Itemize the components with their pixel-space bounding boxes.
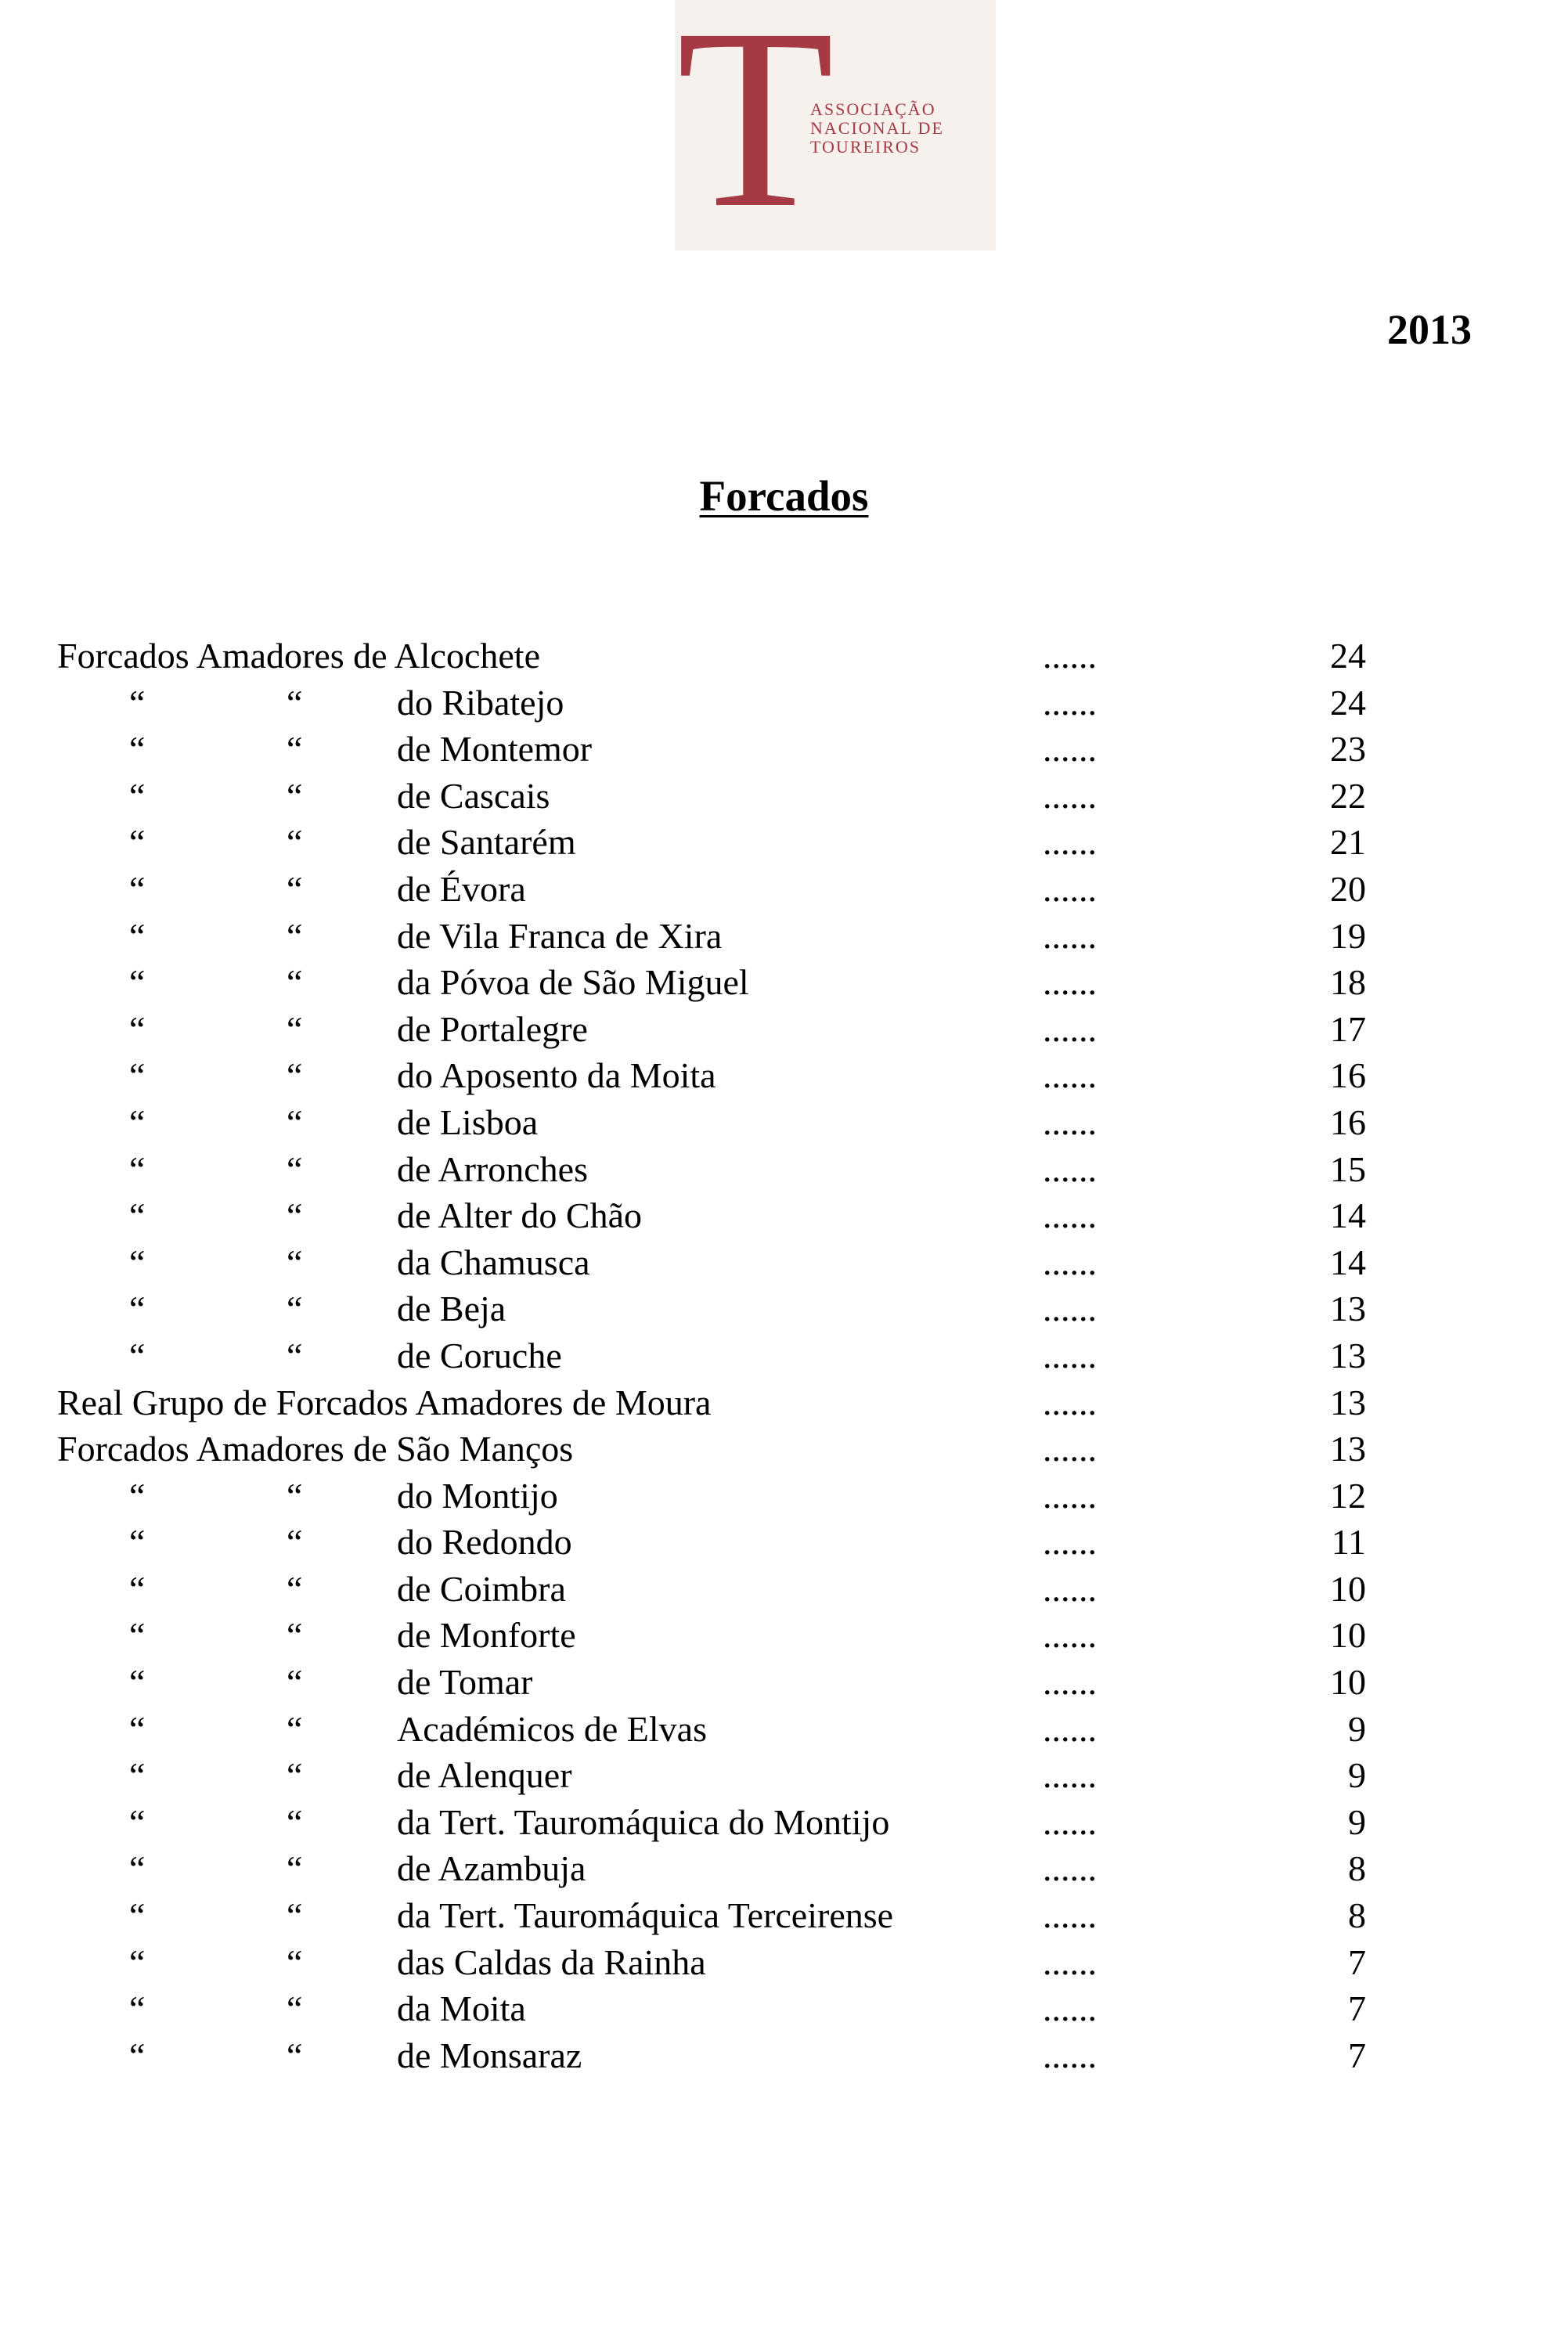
ditto-mark: “	[129, 1568, 146, 1609]
corrida-count: 19	[1330, 915, 1366, 956]
forcados-ranking-list	[0, 633, 1568, 2078]
corrida-count: 14	[1330, 1242, 1366, 1282]
group-name: Forcados Amadores de Alcochete	[57, 636, 540, 676]
corrida-count: 22	[1330, 775, 1366, 816]
logo-line-1: ASSOCIAÇÃO	[810, 99, 936, 119]
ditto-mark: “	[287, 775, 303, 816]
corrida-count: 7	[1348, 2035, 1366, 2075]
ditto-mark: “	[129, 1475, 146, 1516]
leader-dots: ......	[1043, 1615, 1097, 1656]
ditto-mark: “	[287, 1289, 303, 1329]
corrida-count: 13	[1330, 1429, 1366, 1469]
group-name-suffix: de Évora	[397, 868, 526, 909]
list-item	[0, 913, 1568, 960]
leader-dots: ......	[1043, 962, 1097, 1003]
leader-dots: ......	[1043, 1988, 1097, 2029]
ditto-mark: “	[129, 2035, 146, 2075]
list-item	[0, 1006, 1568, 1053]
ditto-mark: “	[129, 1988, 146, 2029]
ditto-mark: “	[129, 1708, 146, 1749]
ditto-mark: “	[129, 1101, 146, 1142]
ditto-mark: “	[129, 775, 146, 816]
corrida-count: 14	[1330, 1195, 1366, 1236]
leader-dots: ......	[1043, 1848, 1097, 1889]
corrida-count: 23	[1330, 729, 1366, 770]
leader-dots: ......	[1043, 1195, 1097, 1236]
ditto-mark: “	[287, 1848, 303, 1889]
ditto-mark: “	[129, 822, 146, 863]
corrida-count: 13	[1330, 1382, 1366, 1422]
corrida-count: 10	[1330, 1662, 1366, 1703]
leader-dots: ......	[1043, 1429, 1097, 1469]
corrida-count: 21	[1330, 822, 1366, 863]
group-name-suffix: Académicos de Elvas	[397, 1708, 707, 1749]
group-name-suffix: do Montijo	[397, 1475, 558, 1516]
corrida-count: 13	[1330, 1289, 1366, 1329]
list-item	[0, 959, 1568, 1006]
leader-dots: ......	[1043, 1101, 1097, 1142]
corrida-count: 12	[1330, 1475, 1366, 1516]
leader-dots: ......	[1043, 822, 1097, 863]
leader-dots: ......	[1043, 1755, 1097, 1796]
group-name-suffix: da Tert. Tauromáquica do Montijo	[397, 1801, 890, 1842]
year-heading: 2013	[1387, 306, 1472, 353]
ditto-mark: “	[129, 1895, 146, 1936]
group-name: Real Grupo de Forcados Amadores de Moura	[57, 1382, 712, 1422]
leader-dots: ......	[1043, 1801, 1097, 1842]
leader-dots: ......	[1043, 1148, 1097, 1189]
group-name-suffix: do Ribatejo	[397, 682, 564, 723]
corrida-count: 16	[1330, 1101, 1366, 1142]
ditto-mark: “	[129, 915, 146, 956]
corrida-count: 8	[1348, 1895, 1366, 1936]
ditto-mark: “	[129, 1008, 146, 1049]
ditto-mark: “	[129, 868, 146, 909]
ditto-mark: “	[129, 1615, 146, 1656]
ditto-mark: “	[287, 729, 303, 770]
list-item	[0, 1146, 1568, 1193]
group-name-suffix: de Montemor	[397, 729, 593, 770]
leader-dots: ......	[1043, 729, 1097, 770]
leader-dots: ......	[1043, 1289, 1097, 1329]
list-item	[0, 819, 1568, 866]
corrida-count: 18	[1330, 962, 1366, 1003]
association-logo	[675, 0, 996, 251]
ditto-mark: “	[129, 1848, 146, 1889]
leader-dots: ......	[1043, 1941, 1097, 1982]
group-name-suffix: da Tert. Tauromáquica Terceirense	[397, 1895, 894, 1936]
list-item	[0, 633, 1568, 680]
list-item	[0, 1845, 1568, 1892]
ditto-mark: “	[287, 1101, 303, 1142]
ditto-mark: “	[287, 1662, 303, 1703]
group-name-suffix: de Santarém	[397, 822, 576, 863]
list-item	[0, 1052, 1568, 1099]
list-item	[0, 773, 1568, 820]
group-name-suffix: de Cascais	[397, 775, 550, 816]
corrida-count: 15	[1330, 1148, 1366, 1189]
group-name-suffix: de Lisboa	[397, 1101, 539, 1142]
list-item	[0, 1192, 1568, 1239]
leader-dots: ......	[1043, 1242, 1097, 1282]
ditto-mark: “	[129, 1941, 146, 1982]
ditto-mark: “	[287, 1008, 303, 1049]
group-name-suffix: da Moita	[397, 1988, 526, 2029]
group-name-suffix: de Monforte	[397, 1615, 576, 1656]
corrida-count: 9	[1348, 1708, 1366, 1749]
list-item	[0, 1799, 1568, 1846]
leader-dots: ......	[1043, 1055, 1097, 1096]
ditto-mark: “	[129, 1522, 146, 1563]
ditto-mark: “	[287, 1895, 303, 1936]
ditto-mark: “	[129, 1055, 146, 1096]
leader-dots: ......	[1043, 915, 1097, 956]
corrida-count: 7	[1348, 1941, 1366, 1982]
list-item	[0, 680, 1568, 726]
ditto-mark: “	[287, 822, 303, 863]
logo-line-3: TOUREIROS	[810, 137, 921, 157]
ditto-mark: “	[287, 868, 303, 909]
ditto-mark: “	[129, 1148, 146, 1189]
list-item	[0, 1519, 1568, 1566]
group-name-suffix: de Coimbra	[397, 1568, 566, 1609]
group-name-suffix: de Alter do Chão	[397, 1195, 642, 1236]
leader-dots: ......	[1043, 1895, 1097, 1936]
list-item	[0, 1285, 1568, 1332]
ditto-mark: “	[287, 1335, 303, 1375]
group-name-suffix: das Caldas da Rainha	[397, 1941, 706, 1982]
ditto-mark: “	[287, 1475, 303, 1516]
logo-line-2: NACIONAL DE	[810, 118, 944, 138]
list-item	[0, 1426, 1568, 1473]
leader-dots: ......	[1043, 1475, 1097, 1516]
list-item	[0, 1752, 1568, 1799]
ditto-mark: “	[129, 729, 146, 770]
ditto-mark: “	[287, 962, 303, 1003]
leader-dots: ......	[1043, 682, 1097, 723]
list-item	[0, 1566, 1568, 1613]
corrida-count: 24	[1330, 636, 1366, 676]
group-name-suffix: de Arronches	[397, 1148, 588, 1189]
list-item	[0, 1239, 1568, 1286]
group-name-suffix: da Póvoa de São Miguel	[397, 962, 749, 1003]
list-item	[0, 1099, 1568, 1146]
ditto-mark: “	[287, 1708, 303, 1749]
ditto-mark: “	[287, 1988, 303, 2029]
group-name-suffix: de Portalegre	[397, 1008, 588, 1049]
leader-dots: ......	[1043, 636, 1097, 676]
corrida-count: 7	[1348, 1988, 1366, 2029]
ditto-mark: “	[287, 1941, 303, 1982]
ditto-mark: “	[287, 1148, 303, 1189]
ditto-mark: “	[287, 2035, 303, 2075]
ditto-mark: “	[287, 1568, 303, 1609]
corrida-count: 16	[1330, 1055, 1366, 1096]
ditto-mark: “	[129, 962, 146, 1003]
leader-dots: ......	[1043, 1335, 1097, 1375]
group-name-suffix: de Tomar	[397, 1662, 533, 1703]
list-item	[0, 1612, 1568, 1659]
page-title-text: Forcados	[699, 472, 869, 520]
group-name-suffix: de Vila Franca de Xira	[397, 915, 723, 956]
logo-text	[810, 100, 944, 157]
ditto-mark: “	[287, 1055, 303, 1096]
leader-dots: ......	[1043, 2035, 1097, 2075]
list-item	[0, 1659, 1568, 1706]
corrida-count: 10	[1330, 1568, 1366, 1609]
ditto-mark: “	[287, 1522, 303, 1563]
corrida-count: 24	[1330, 682, 1366, 723]
group-name-suffix: do Aposento da Moita	[397, 1055, 716, 1096]
ditto-mark: “	[287, 1615, 303, 1656]
list-item	[0, 1892, 1568, 1939]
leader-dots: ......	[1043, 775, 1097, 816]
ditto-mark: “	[287, 1242, 303, 1282]
ditto-mark: “	[287, 1195, 303, 1236]
ditto-mark: “	[287, 915, 303, 956]
corrida-count: 11	[1331, 1522, 1366, 1563]
group-name-suffix: de Monsaraz	[397, 2035, 582, 2075]
list-item	[0, 2032, 1568, 2079]
page-title	[0, 471, 1568, 521]
leader-dots: ......	[1043, 868, 1097, 909]
ditto-mark: “	[129, 1662, 146, 1703]
corrida-count: 20	[1330, 868, 1366, 909]
ditto-mark: “	[129, 1289, 146, 1329]
leader-dots: ......	[1043, 1522, 1097, 1563]
ditto-mark: “	[287, 1755, 303, 1796]
ditto-mark: “	[287, 1801, 303, 1842]
list-item	[0, 1939, 1568, 1986]
list-item	[0, 866, 1568, 913]
corrida-count: 10	[1330, 1615, 1366, 1656]
ditto-mark: “	[129, 1195, 146, 1236]
leader-dots: ......	[1043, 1382, 1097, 1422]
ditto-mark: “	[129, 1335, 146, 1375]
group-name-suffix: da Chamusca	[397, 1242, 590, 1282]
logo-letter: T	[676, 0, 834, 251]
group-name-suffix: de Coruche	[397, 1335, 562, 1375]
list-item	[0, 1332, 1568, 1379]
corrida-count: 8	[1348, 1848, 1366, 1889]
group-name: Forcados Amadores de São Manços	[57, 1429, 574, 1469]
ditto-mark: “	[129, 1242, 146, 1282]
leader-dots: ......	[1043, 1568, 1097, 1609]
list-item	[0, 1985, 1568, 2032]
ditto-mark: “	[129, 1755, 146, 1796]
group-name-suffix: de Beja	[397, 1289, 506, 1329]
group-name-suffix: de Azambuja	[397, 1848, 586, 1889]
corrida-count: 13	[1330, 1335, 1366, 1375]
corrida-count: 17	[1330, 1008, 1366, 1049]
ditto-mark: “	[129, 682, 146, 723]
list-item	[0, 1473, 1568, 1520]
group-name-suffix: de Alenquer	[397, 1755, 572, 1796]
group-name-suffix: do Redondo	[397, 1522, 572, 1563]
leader-dots: ......	[1043, 1708, 1097, 1749]
ditto-mark: “	[129, 1801, 146, 1842]
list-item	[0, 1706, 1568, 1753]
leader-dots: ......	[1043, 1008, 1097, 1049]
list-item	[0, 1379, 1568, 1426]
list-item	[0, 726, 1568, 773]
corrida-count: 9	[1348, 1801, 1366, 1842]
ditto-mark: “	[287, 682, 303, 723]
corrida-count: 9	[1348, 1755, 1366, 1796]
leader-dots: ......	[1043, 1662, 1097, 1703]
